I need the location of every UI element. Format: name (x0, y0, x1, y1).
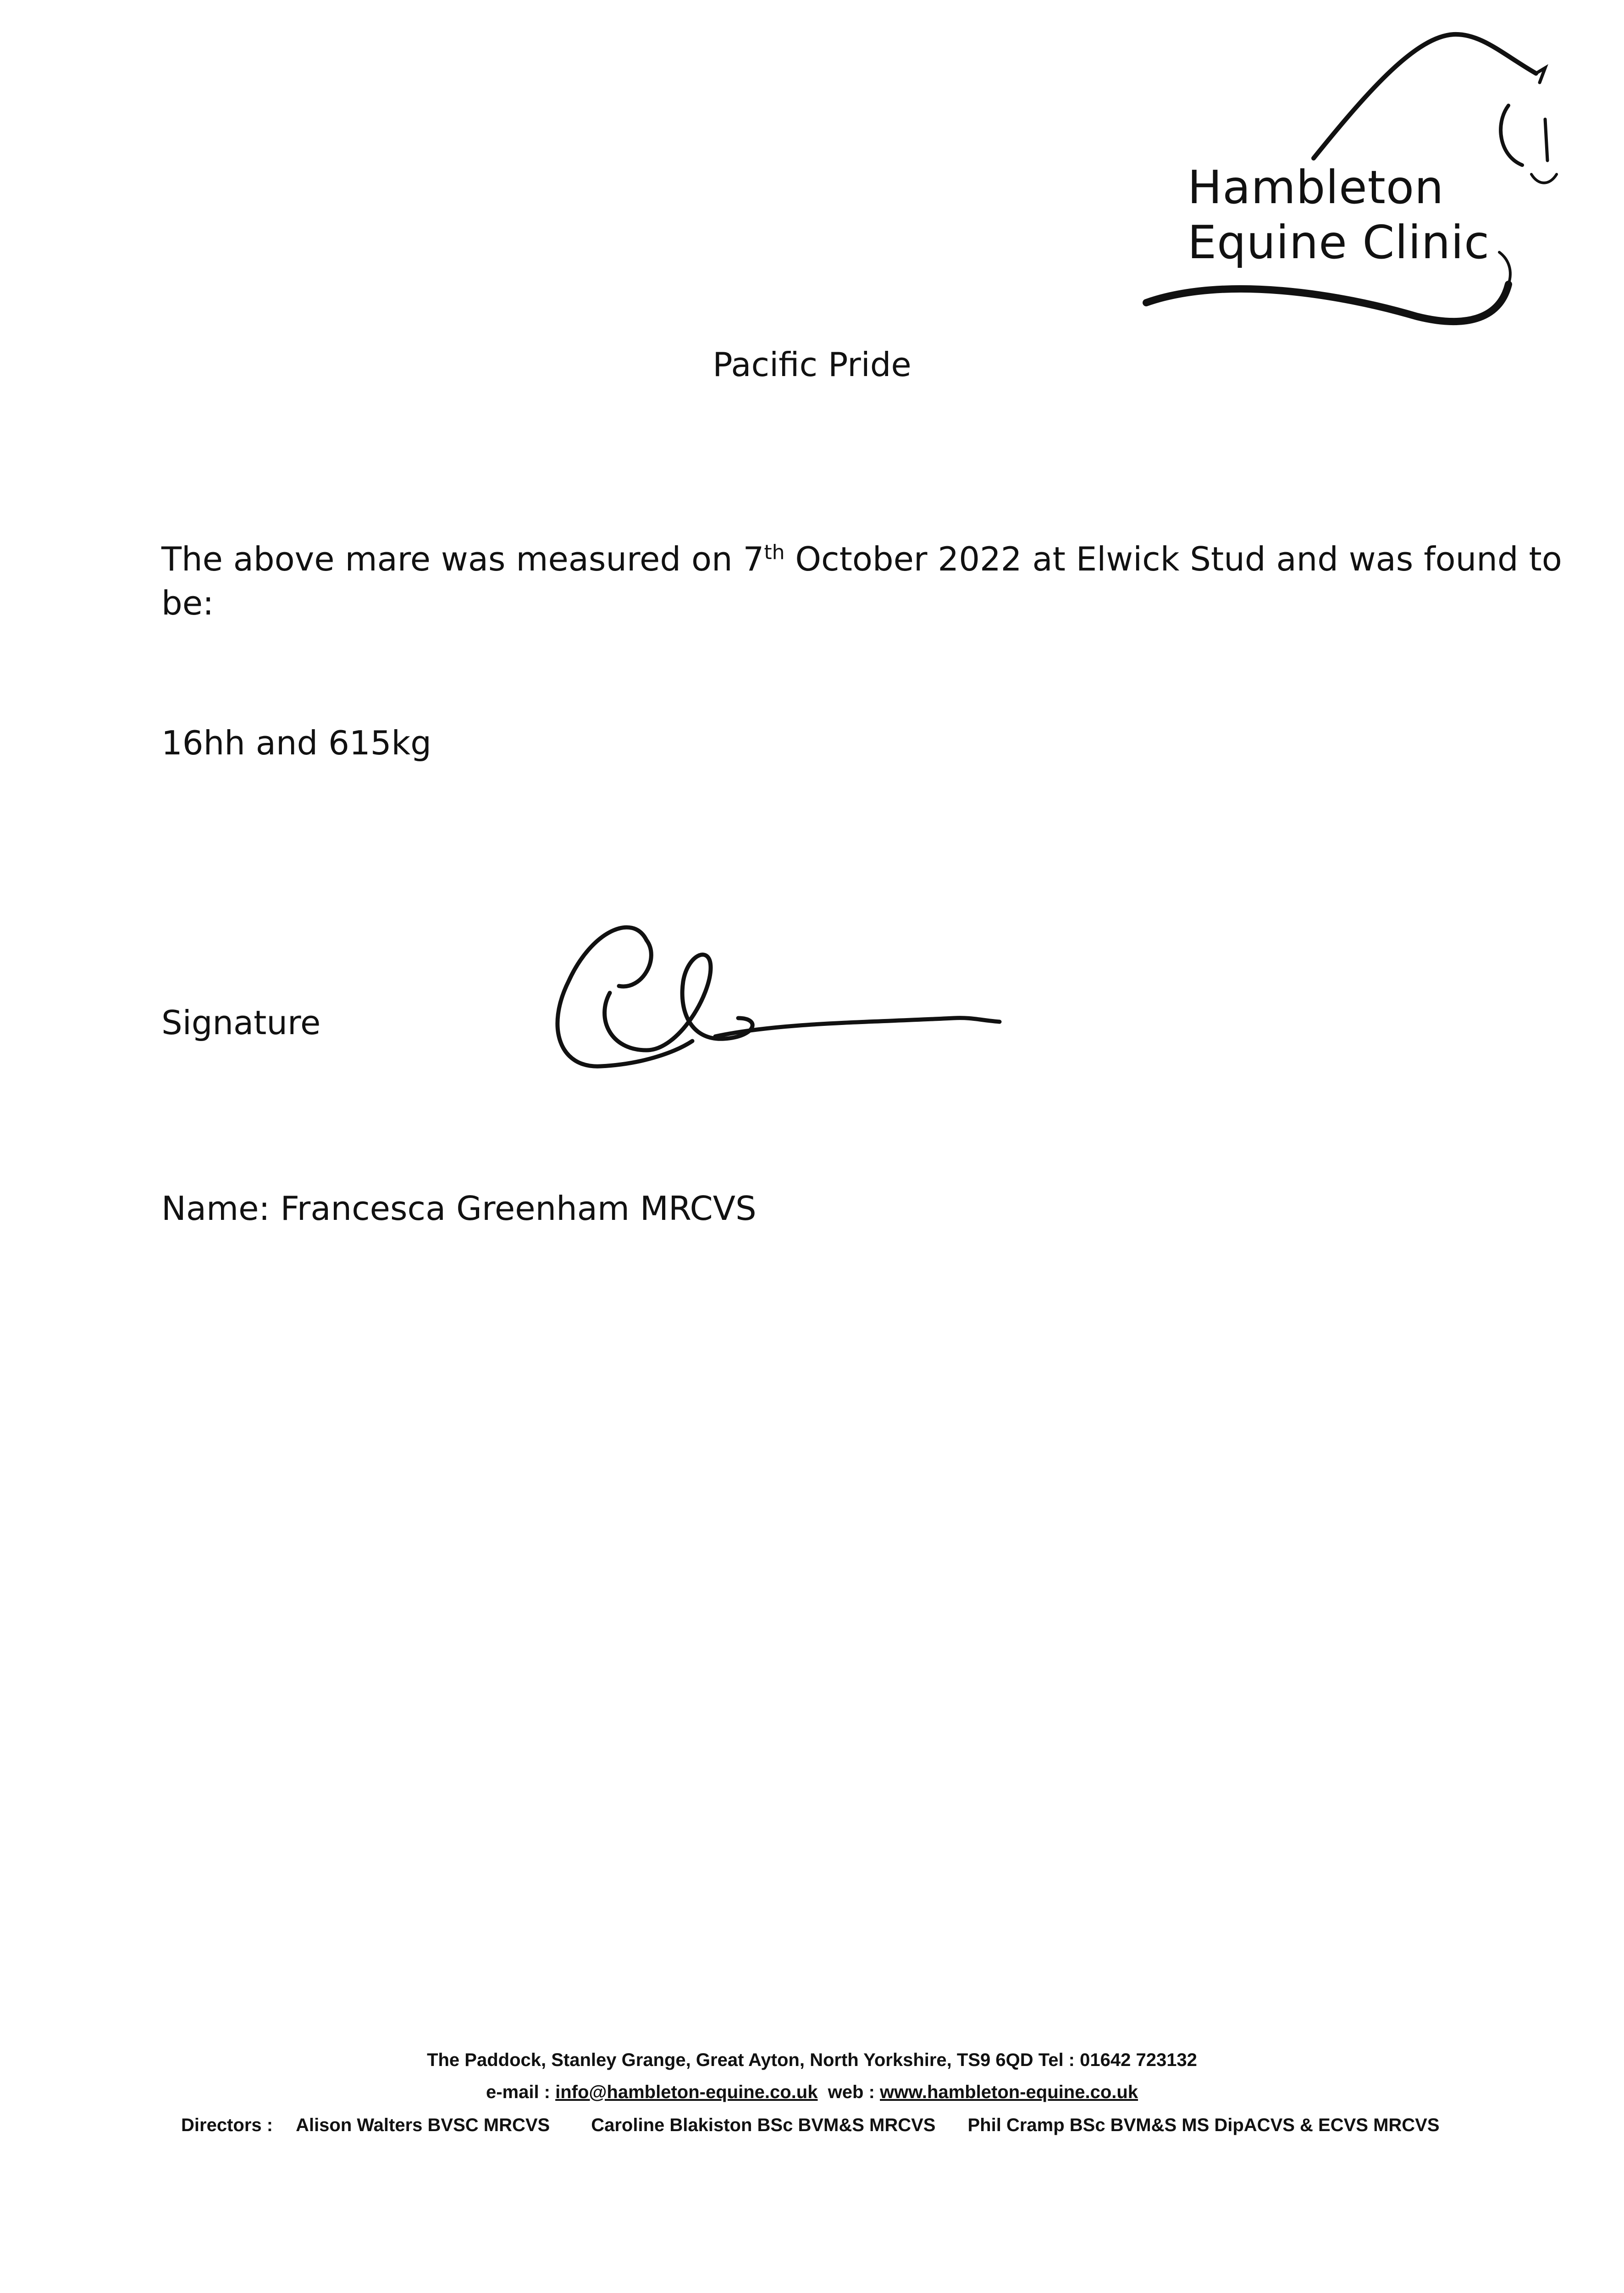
footer-directors (181, 2115, 1440, 2136)
vet-name: Name: Francesca Greenham MRCVS (161, 1189, 757, 1228)
director-2: Caroline Blakiston BSc BVM&S MRCVS (591, 2115, 936, 2135)
footer-contact (0, 2082, 1624, 2103)
web-link[interactable]: www.hambleton-equine.co.uk (880, 2082, 1138, 2102)
horse-name-title: Pacific Pride (713, 345, 911, 384)
logo-name-line2: Equine Clinic (1188, 216, 1490, 269)
director-3: Phil Cramp BSc BVM&S MS DipACVS & ECVS MRCVS (967, 2115, 1440, 2135)
directors-label: Directors : (181, 2115, 273, 2135)
measurement-text-end: October 2022 at Elwick Stud and was found to (784, 540, 1562, 578)
email-label: e-mail : (486, 2082, 556, 2102)
measurement-result: 16hh and 615kg (161, 724, 431, 762)
web-label: web : (818, 2082, 880, 2102)
director-1: Alison Walters BVSC MRCVS (296, 2115, 550, 2135)
logo-name-line1: Hambleton (1188, 161, 1444, 214)
measurement-statement (161, 530, 1562, 582)
footer-address: The Paddock, Stanley Grange, Great Ayton, North Yorkshire, TS9 6QD Tel : 01642 723132 (427, 2050, 1197, 2070)
clinic-logo (1132, 28, 1573, 339)
email-link[interactable]: info@hambleton-equine.co.uk (555, 2082, 818, 2102)
date-ordinal-suffix: th (764, 541, 785, 564)
handwritten-signature (541, 903, 1055, 1096)
signature-label: Signature (161, 1003, 321, 1042)
measurement-statement-continued: be: (161, 584, 214, 622)
measurement-text-start: The above mare was measured on 7 (161, 540, 764, 578)
